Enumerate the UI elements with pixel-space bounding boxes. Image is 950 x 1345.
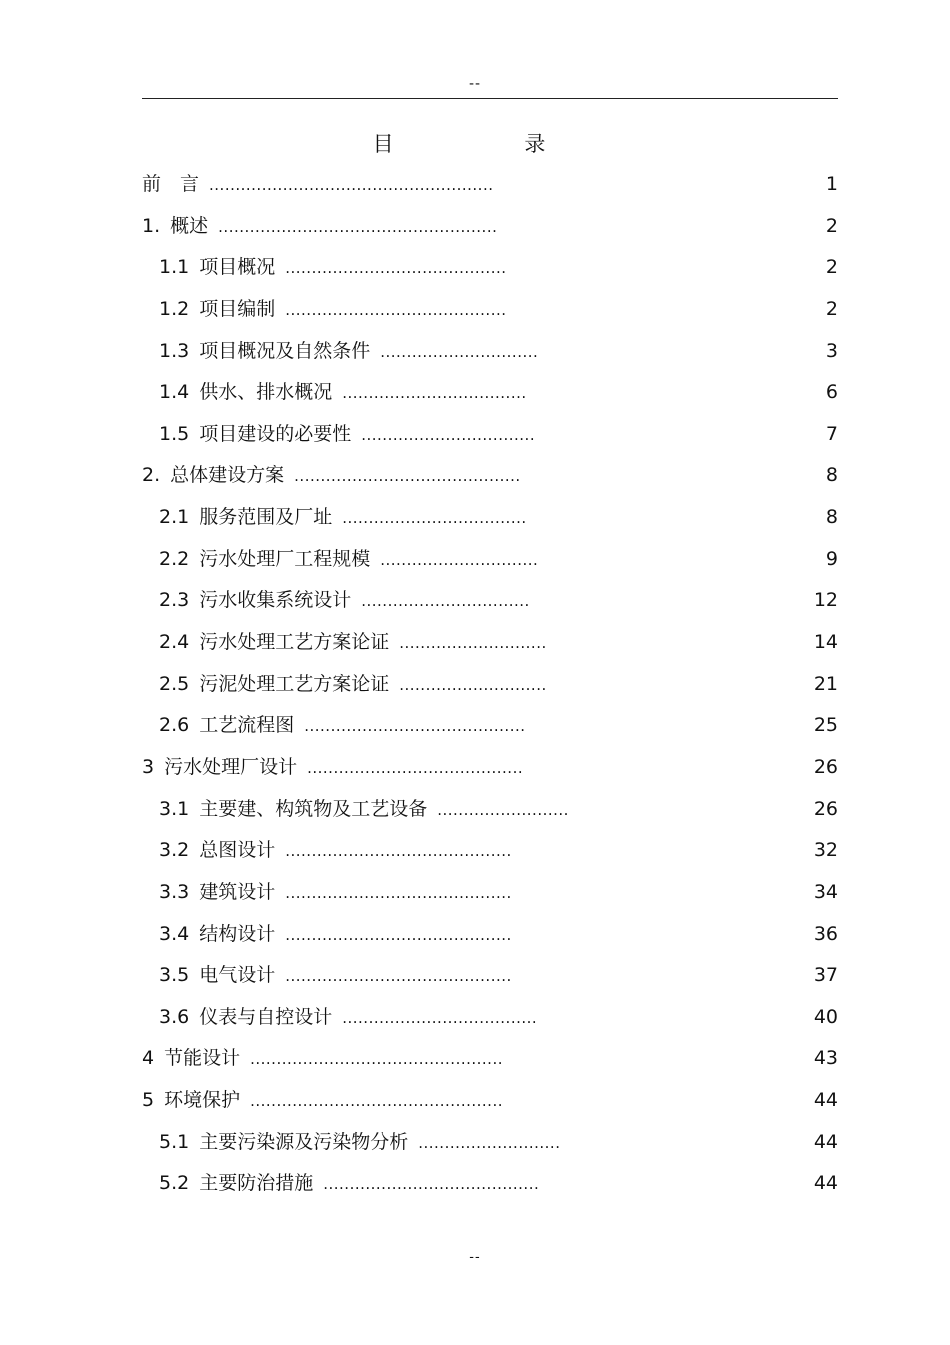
toc-entry-page: 3 (825, 339, 838, 362)
toc-entry-number: 3.3 (159, 880, 190, 903)
toc-entry-page: 25 (813, 714, 838, 737)
toc-entry-title: 项目编制 (199, 297, 276, 320)
toc-entry-title: 污水收集系统设计 (199, 589, 352, 612)
toc-entry-page: 2 (825, 256, 838, 279)
toc-leader-dots: ......................................... (323, 1175, 540, 1194)
toc-entry-title: 供水、排水概况 (199, 381, 333, 404)
toc-entry-page: 9 (825, 547, 838, 570)
toc-entry-title: 电气设计 (199, 964, 276, 987)
toc-entry-page: 26 (813, 797, 838, 820)
toc-entry-title: 服务范围及厂址 (199, 506, 333, 529)
toc-entry-page: 21 (813, 672, 838, 695)
toc-leader-dots: ........................................... (285, 967, 512, 986)
toc-leader-dots: ........................................... (285, 842, 512, 861)
toc-entry-page: 40 (813, 1005, 838, 1028)
toc-entry-title: 节能设计 (164, 1047, 241, 1070)
toc-entry-number: 3.4 (159, 922, 190, 945)
toc-leader-dots: .............................. (380, 550, 539, 569)
toc-entry-title: 污泥处理工艺方案论证 (199, 672, 390, 695)
toc-leader-dots: ........................................... (285, 925, 512, 944)
toc-entry-number: 5.1 (159, 1130, 190, 1153)
toc-leader-dots: ................................ (361, 592, 530, 611)
toc-entry[interactable] (142, 1122, 838, 1164)
toc-entry-number: 3 (142, 755, 155, 778)
toc-entry[interactable] (142, 830, 838, 872)
toc-entry[interactable] (142, 1080, 838, 1122)
toc-entry[interactable] (142, 705, 838, 747)
header-divider (142, 98, 838, 99)
toc-leader-dots: ........................................... (285, 883, 512, 902)
toc-entry-title: 污水处理厂设计 (164, 755, 298, 778)
toc-entry-number: 2.3 (159, 589, 190, 612)
toc-entry-number: 5 (142, 1089, 155, 1112)
toc-entry[interactable] (142, 914, 838, 956)
toc-entry-number: 2.6 (159, 714, 190, 737)
toc-entry[interactable] (142, 289, 838, 331)
toc-entry-page: 44 (813, 1172, 838, 1195)
toc-entry-title: 主要防治措施 (199, 1172, 314, 1195)
toc-entry-page: 43 (813, 1047, 838, 1070)
toc-entry-number: 1.2 (159, 297, 190, 320)
toc-title: 目 录 (372, 132, 608, 156)
toc-entry-title: 总图设计 (199, 839, 276, 862)
toc-entry-page: 37 (813, 964, 838, 987)
toc-entry-page: 7 (825, 422, 838, 445)
toc-leader-dots: .......................................... (285, 259, 507, 278)
toc-entry[interactable] (142, 455, 838, 497)
toc-entry-page: 34 (813, 880, 838, 903)
footer-mark: -- (469, 1250, 481, 1265)
toc-entry-title: 项目概况及自然条件 (199, 339, 371, 362)
toc-leader-dots: .............................. (380, 342, 539, 361)
header-mark: -- (468, 76, 482, 92)
toc-leader-dots: ................................................ (250, 1092, 503, 1111)
toc-entry-number: 4 (142, 1047, 155, 1070)
toc-entry-page: 2 (825, 214, 838, 237)
toc-entry-title: 结构设计 (199, 922, 276, 945)
toc-entry-number: 2. (142, 464, 161, 487)
toc-entry-page: 26 (813, 755, 838, 778)
toc-entry-number: 1. (142, 214, 161, 237)
toc-entry[interactable] (142, 580, 838, 622)
toc-entry-number: 3.1 (159, 797, 190, 820)
toc-entry-page: 8 (825, 464, 838, 487)
toc-entry-page: 44 (813, 1089, 838, 1112)
toc-leader-dots: ............................ (399, 634, 547, 653)
toc-entry-page: 2 (825, 297, 838, 320)
toc-leader-dots: ......................... (437, 800, 569, 819)
toc-entry[interactable] (142, 206, 838, 248)
toc-leader-dots: ................................... (342, 384, 527, 403)
toc-entry-page: 8 (825, 506, 838, 529)
toc-entry-number: 3.5 (159, 964, 190, 987)
toc-entry-title: 工艺流程图 (199, 714, 295, 737)
toc-entry-number: 1.4 (159, 381, 190, 404)
toc-leader-dots: ............................ (399, 675, 547, 694)
toc-entry-page: 1 (825, 173, 838, 195)
toc-entry-number: 3.6 (159, 1005, 190, 1028)
toc-entry-number: 2.5 (159, 672, 190, 695)
toc-entry-number: 1.1 (159, 256, 190, 279)
toc-entry-title: 项目建设的必要性 (199, 422, 352, 445)
toc-entry-number: 2.1 (159, 506, 190, 529)
toc-entry[interactable] (142, 247, 838, 289)
toc-leader-dots: ................................... (342, 509, 527, 528)
toc-entry[interactable] (142, 664, 838, 706)
toc-entry[interactable] (142, 164, 838, 206)
toc-leader-dots: .......................................... (304, 717, 526, 736)
toc-entry-number: 3.2 (159, 839, 190, 862)
toc-entry[interactable] (142, 414, 838, 456)
toc-entry[interactable] (142, 331, 838, 373)
toc-entry-title: 前 言 (142, 173, 200, 195)
toc-entry-number: 1.5 (159, 422, 190, 445)
toc-leader-dots: ................................. (361, 425, 536, 444)
toc-entry[interactable] (142, 1163, 838, 1205)
toc-leader-dots: ................................................ (250, 1050, 503, 1069)
toc-leader-dots: ..................................... (342, 1008, 538, 1027)
toc-entry-page: 36 (813, 922, 838, 945)
toc-entry-title: 总体建设方案 (170, 464, 285, 487)
toc-leader-dots: ..................................................... (218, 217, 498, 236)
toc-entry-number: 2.4 (159, 631, 190, 654)
table-of-contents (142, 164, 838, 1205)
toc-entry-page: 6 (825, 381, 838, 404)
toc-leader-dots: ........................................... (294, 467, 521, 486)
toc-entry[interactable] (142, 372, 838, 414)
toc-entry-title: 概述 (170, 214, 209, 237)
toc-entry-title: 环境保护 (164, 1089, 241, 1112)
toc-entry-title: 主要建、构筑物及工艺设备 (199, 797, 428, 820)
toc-entry-number: 5.2 (159, 1172, 190, 1195)
toc-entry[interactable] (142, 997, 838, 1039)
toc-leader-dots: ........................... (418, 1133, 561, 1152)
toc-entry-page: 32 (813, 839, 838, 862)
toc-entry[interactable] (142, 872, 838, 914)
toc-entry[interactable] (142, 497, 838, 539)
toc-leader-dots: ......................................... (307, 758, 524, 777)
toc-entry-number: 2.2 (159, 547, 190, 570)
toc-leader-dots: .......................................... (285, 300, 507, 319)
toc-entry-title: 项目概况 (199, 256, 276, 279)
toc-entry-title: 污水处理厂工程规模 (199, 547, 371, 570)
toc-entry-page: 44 (813, 1130, 838, 1153)
toc-entry-page: 14 (813, 631, 838, 654)
toc-entry[interactable] (142, 955, 838, 997)
toc-entry[interactable] (142, 1038, 838, 1080)
toc-entry[interactable] (142, 539, 838, 581)
toc-entry-title: 建筑设计 (199, 880, 276, 903)
toc-entry-title: 仪表与自控设计 (199, 1005, 333, 1028)
toc-entry-title: 污水处理工艺方案论证 (199, 631, 390, 654)
toc-entry[interactable] (142, 622, 838, 664)
toc-entry[interactable] (142, 747, 838, 789)
toc-leader-dots: ...................................................... (209, 176, 494, 194)
toc-entry[interactable] (142, 789, 838, 831)
toc-entry-number: 1.3 (159, 339, 190, 362)
toc-entry-title: 主要污染源及污染物分析 (199, 1130, 409, 1153)
toc-entry-page: 12 (813, 589, 838, 612)
